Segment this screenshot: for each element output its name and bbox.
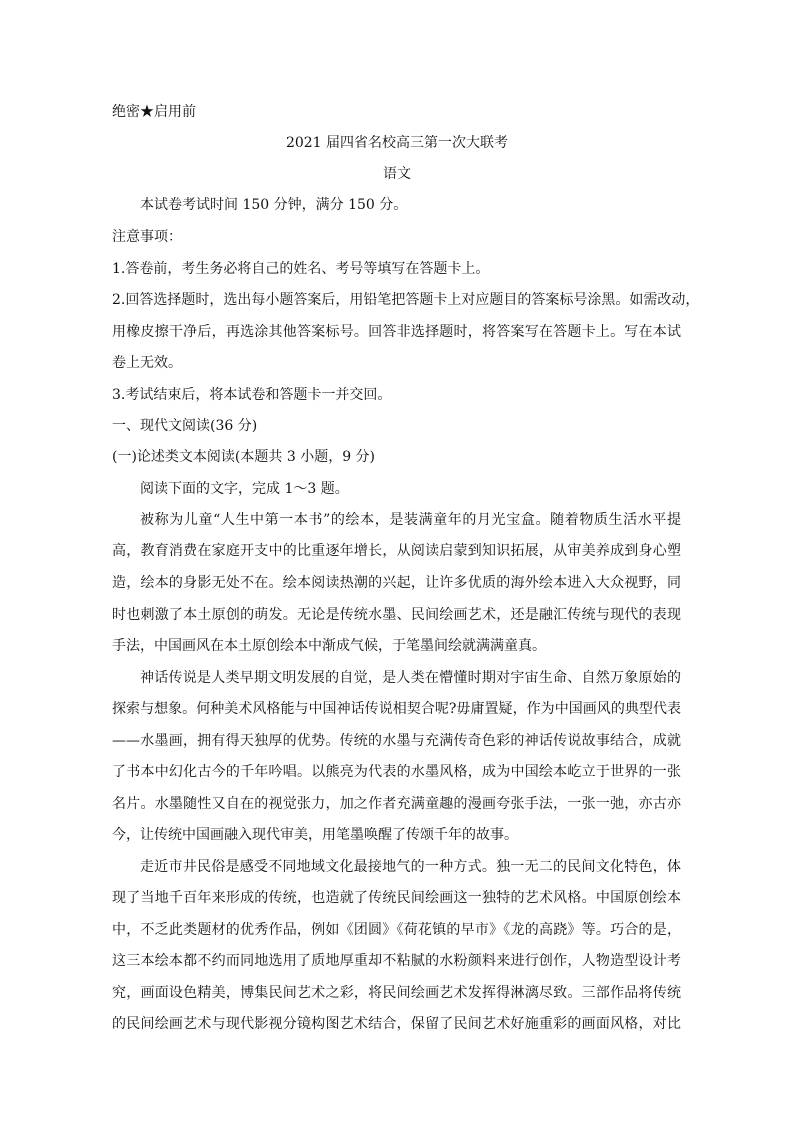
passage-line: 究，画面设色精美，博集民间艺术之彩，将民间绘画艺术发挥得淋漓尽致。三部作品将传统 <box>112 985 681 1001</box>
passage-line: 的民间绘画艺术与现代影视分镜构图艺术结合，保留了民间艺术好施重彩的画面风格，对比 <box>112 1016 681 1032</box>
passage-line: 神话传说是人类早期文明发展的自觉，是人类在懵懂时期对宇宙生命、自然万象原始的 <box>140 670 681 686</box>
note-3: 3.考试结束后，将本试卷和答题卡一并交回。 <box>112 387 392 403</box>
secret-mark: 绝密★启用前 <box>112 104 196 120</box>
note-2-line-1: 2.回答选择题时，选出每小题答案后，用铅笔把答题卡上对应题目的答案标号涂黑。如需改动， <box>112 292 700 308</box>
passage-line: 走近市井民俗是感受不同地域文化最接地气的一种方式。独一无二的民间文化特色，体 <box>140 859 681 875</box>
note-2-line-2: 用橡皮擦干净后，再选涂其他答案标号。回答非选择题时，将答案写在答题卡上。写在本试 <box>112 324 681 340</box>
passage-line: 探索与想象。何种美术风格能与中国神话传说相契合呢?毋庸置疑，作为中国画风的典型代表 <box>112 701 681 717</box>
notes-heading: 注意事项： <box>112 229 182 245</box>
passage-line: 被称为儿童“人生中第一本书”的绘本，是装满童年的月光宝盒。随着物质生活水平提 <box>140 512 681 528</box>
passage-line: ——水墨画，拥有得天独厚的优势。传统的水墨与充满传奇色彩的神话传说故事结合，成就 <box>112 733 681 749</box>
note-2-line-3: 卷上无效。 <box>112 355 182 371</box>
exam-title: 2021 届四省名校高三第一次大联考 <box>285 135 509 151</box>
passage-line: 现了当地千百年来形成的传统，也造就了传统民间绘画这一独特的艺术风格。中国原创绘本 <box>112 890 681 906</box>
passage-line: 今，让传统中国画融入现代审美，用笔墨唤醒了传颂千年的故事。 <box>112 827 518 843</box>
reading-instruction: 阅读下面的文字，完成 1～3 题。 <box>140 481 349 497</box>
subject-title: 语文 <box>383 166 411 182</box>
passage-line: 了书本中幻化古今的千年吟唱。以熊亮为代表的水墨风格，成为中国绘本屹立于世界的一张 <box>112 764 681 780</box>
passage-line: 中，不乏此类题材的优秀作品，例如《团圆》《荷花镇的早市》《龙的高跷》等。巧合的是， <box>112 922 681 938</box>
passage-line: 手法，中国画风在本土原创绘本中渐成气候，于笔墨间绘就满满童真。 <box>112 638 546 654</box>
passage-line: 高，教育消费在家庭开支中的比重逐年增长，从阅读启蒙到知识拓展，从审美养成到身心塑 <box>112 543 681 559</box>
passage-line: 时也刺激了本土原创的萌发。无论是传统水墨、民间绘画艺术，还是融汇传统与现代的表现 <box>112 607 681 623</box>
passage-line: 造，绘本的身影无处不在。绘本阅读热潮的兴起，让许多优质的海外绘本进入大众视野，同 <box>112 575 681 591</box>
time-note: 本试卷考试时间 150 分钟，满分 150 分。 <box>140 197 408 213</box>
note-1: 1.答卷前，考生务必将自己的姓名、考号等填写在答题卡上。 <box>112 261 490 277</box>
part-heading: 一、现代文阅读(36 分) <box>112 418 258 434</box>
passage-line: 这三本绘本都不约而同地选用了质地厚重却不粘腻的水粉颜料来进行创作，人物造型设计考 <box>112 953 681 969</box>
sub-heading: (一)论述类文本阅读(本题共 3 小题，9 分) <box>112 449 376 465</box>
passage-line: 名片。水墨随性又自在的视觉张力，加之作者充满童趣的漫画夸张手法，一张一弛，亦古亦 <box>112 796 681 812</box>
